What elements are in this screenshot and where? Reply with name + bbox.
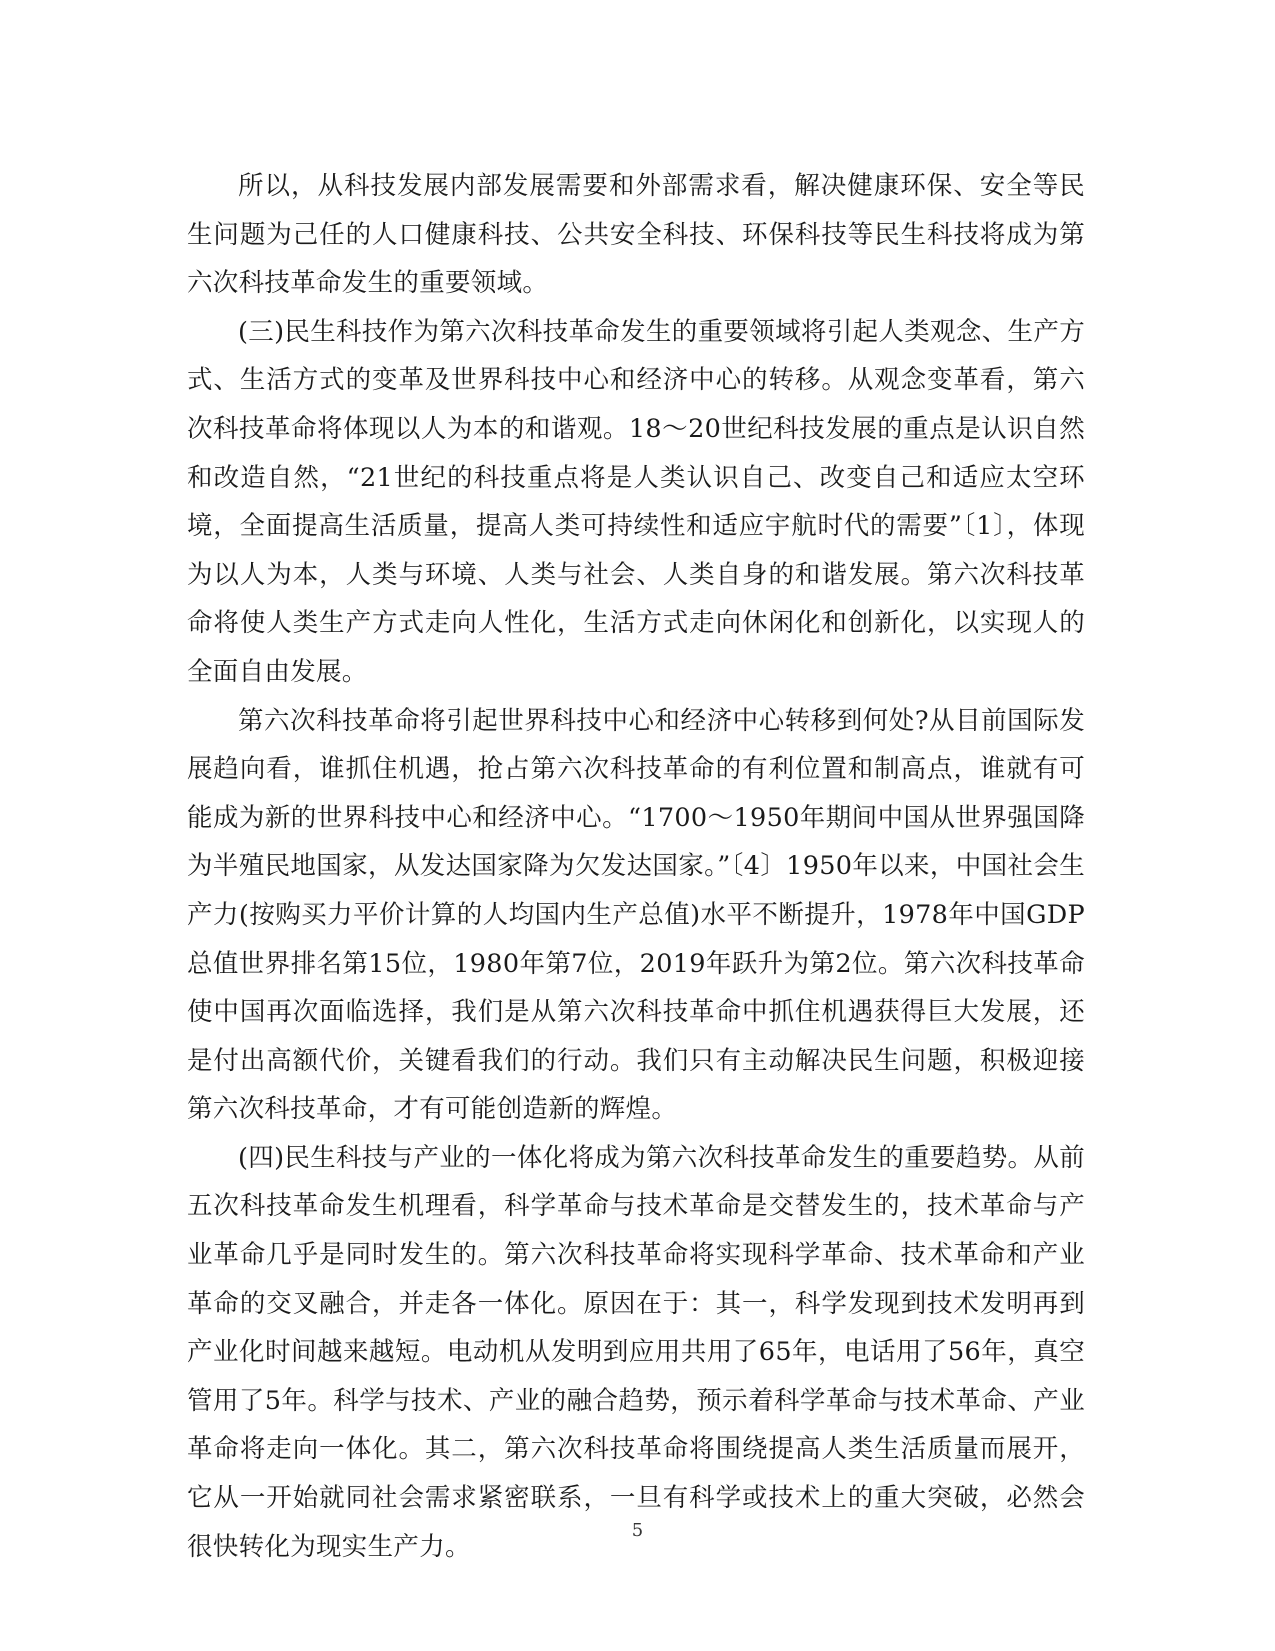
body-text	[187, 162, 1085, 1571]
page-number: 5	[631, 1520, 644, 1541]
paragraph-3: 第六次科技革命将引起世界科技中心和经济中心转移到何处?从目前国际发展趋向看，谁抓住机遇，抢占第六次科技革命的有利位置和制高点，谁就有可能成为新的世界科技中心和经济中心。“1700～1950年期间中国从世界强国降为半殖民地国家，从发达国家降为欠发达国家。”〔4〕1950年以来，中国社会生产力(按购买力平价计算的人均国内生产总值)水平不断提升，1978年中国GDP总值世界排名第15位，1980年第7位，2019年跃升为第2位。第六次科技革命使中国再次面临选择，我们是从第六次科技革命中抓住机遇获得巨大发展，还是付出高额代价，关键看我们的行动。我们只有主动解决民生问题，积极迎接第六次科技革命，才有可能创造新的辉煌。	[187, 705, 1085, 1125]
paragraph-2: (三)民生科技作为第六次科技革命发生的重要领域将引起人类观念、生产方式、生活方式的变革及世界科技中心和经济中心的转移。从观念变革看，第六次科技革命将体现以人为本的和谐观。18～20世纪科技发展的重点是认识自然和改造自然，“21世纪的科技重点将是人类认识自己、改变自己和适应太空环境，全面提高生活质量，提高人类可持续性和适应宇航时代的需要”〔1〕，体现为以人为本，人类与环境、人类与社会、人类自身的和谐发展。第六次科技革命将使人类生产方式走向人性化，生活方式走向休闲化和创新化，以实现人的全面自由发展。	[187, 316, 1085, 687]
paragraph-4: (四)民生科技与产业的一体化将成为第六次科技革命发生的重要趋势。从前五次科技革命发生机理看，科学革命与技术革命是交替发生的，技术革命与产业革命几乎是同时发生的。第六次科技革命将实现科学革命、技术革命和产业革命的交叉融合，并走各一体化。原因在于：其一，科学发现到技术发明再到产业化时间越来越短。电动机从发明到应用共用了65年，电话用了56年，真空管用了5年。科学与技术、产业的融合趋势，预示着科学革命与技术革命、产业革命将走向一体化。其二，第六次科技革命将围绕提高人类生活质量而展开，它从一开始就同社会需求紧密联系，一旦有科学或技术上的重大突破，必然会很快转化为现实生产力。	[187, 1142, 1085, 1562]
paragraph-1: 所以，从科技发展内部发展需要和外部需求看，解决健康环保、安全等民生问题为己任的人口健康科技、公共安全科技、环保科技等民生科技将成为第六次科技革命发生的重要领域。	[187, 171, 1085, 299]
